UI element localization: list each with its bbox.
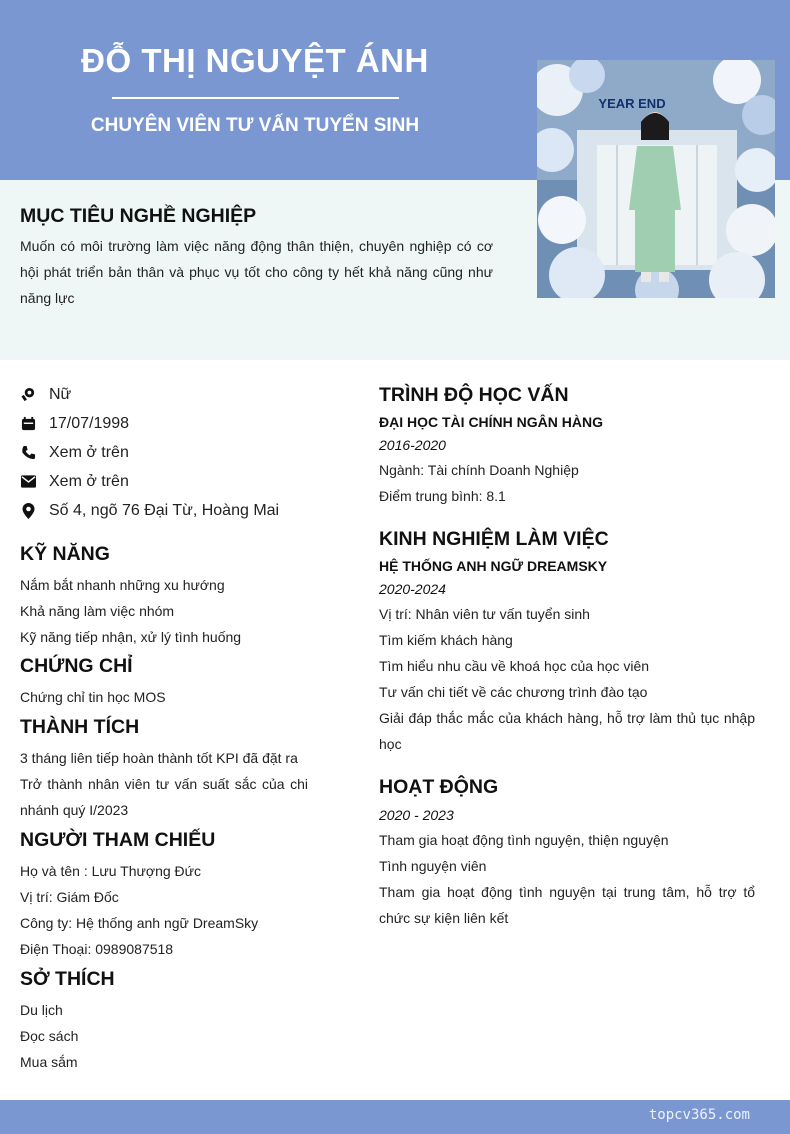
contact-birthday xyxy=(20,409,340,438)
contact-list xyxy=(20,380,340,525)
contact-email-value: Xem ở trên xyxy=(49,472,129,490)
reference-item: Họ và tên : Lưu Thượng Đức xyxy=(20,863,202,879)
experience-item: Vị trí: Nhân viên tư vấn tuyển sinh xyxy=(379,606,590,622)
phone-icon xyxy=(20,445,36,461)
activity-item: Tham gia hoạt động tình nguyện tại trung tâm, hỗ trợ tổ chức sự kiện liên kết xyxy=(379,884,755,926)
achievements-heading: THÀNH TÍCH xyxy=(20,716,140,738)
location-icon xyxy=(20,503,36,519)
activities-heading: HOẠT ĐỘNG xyxy=(379,776,499,798)
experience-item: Tìm kiếm khách hàng xyxy=(379,632,513,648)
achievement-item: 3 tháng liên tiếp hoàn thành tốt KPI đã đặt ra xyxy=(20,750,298,766)
experience-company: HỆ THỐNG ANH NGỮ DREAMSKY xyxy=(379,558,608,574)
contact-gender xyxy=(20,380,340,409)
activities-period: 2020 - 2023 xyxy=(379,807,454,823)
hobbies-section xyxy=(20,965,308,1075)
footer-bar xyxy=(0,1100,790,1134)
experience-period: 2020-2024 xyxy=(379,581,446,597)
achievements-section xyxy=(20,713,308,823)
skill-item: Nắm bắt nhanh những xu hướng xyxy=(20,577,225,593)
education-item: Điểm trung bình: 8.1 xyxy=(379,488,506,504)
hobby-item: Mua sắm xyxy=(20,1054,78,1070)
contact-gender-value: Nữ xyxy=(49,385,72,403)
references-section xyxy=(20,826,308,962)
profile-photo xyxy=(537,60,775,298)
skills-section xyxy=(20,540,308,650)
hobby-item: Đọc sách xyxy=(20,1028,79,1044)
education-school: ĐẠI HỌC TÀI CHÍNH NGÂN HÀNG xyxy=(379,414,603,430)
gender-icon xyxy=(20,387,36,403)
education-section xyxy=(379,381,755,509)
left-column xyxy=(20,540,308,1075)
experience-item: Tìm hiểu nhu cầu về khoá học của học viên xyxy=(379,658,650,674)
activities-section xyxy=(379,773,755,931)
skills-heading: KỸ NĂNG xyxy=(20,543,110,565)
hobby-item: Du lịch xyxy=(20,1002,63,1018)
contact-birthday-value: 17/07/1998 xyxy=(49,414,130,432)
certificates-section xyxy=(20,652,308,710)
references-heading: NGƯỜI THAM CHIẾU xyxy=(20,829,216,851)
education-period: 2016-2020 xyxy=(379,437,446,453)
footer-watermark: topcv365.com xyxy=(648,1107,750,1123)
contact-address xyxy=(20,496,340,525)
certificates-heading: CHỨNG CHỈ xyxy=(20,655,133,677)
skill-item: Kỹ năng tiếp nhận, xử lý tình huống xyxy=(20,629,242,645)
envelope-icon xyxy=(20,474,36,490)
contact-address-value: Số 4, ngõ 76 Đại Từ, Hoàng Mai xyxy=(49,501,280,519)
reference-item: Công ty: Hệ thống anh ngữ DreamSky xyxy=(20,915,259,931)
objective-heading: MỤC TIÊU NGHỀ NGHIỆP xyxy=(20,205,257,227)
activity-item: Tham gia hoạt động tình nguyện, thiện nguyện xyxy=(379,832,669,848)
contact-phone xyxy=(20,438,340,467)
hobbies-heading: SỞ THÍCH xyxy=(20,968,115,990)
education-heading: TRÌNH ĐỘ HỌC VẤN xyxy=(379,384,569,406)
candidate-name: ĐỖ THỊ NGUYỆT ÁNH xyxy=(81,42,429,79)
activity-item: Tình nguyện viên xyxy=(379,858,487,874)
objective-text: Muốn có môi trường làm việc năng động thân thiện, chuyên nghiệp có cơ hội phát triển bản thân và phục vụ tốt cho công ty hết khả năng cũng như năng lực xyxy=(20,238,493,306)
experience-heading: KINH NGHIỆM LÀM VIỆC xyxy=(379,528,609,550)
calendar-icon xyxy=(20,416,36,432)
skill-item: Khả năng làm việc nhóm xyxy=(20,603,175,619)
certificate-item: Chứng chỉ tin học MOS xyxy=(20,689,166,705)
reference-item: Điện Thoại: 0989087518 xyxy=(20,941,174,957)
contact-email xyxy=(20,467,340,496)
education-item: Ngành: Tài chính Doanh Nghiệp xyxy=(379,462,579,478)
right-column xyxy=(379,381,755,931)
experience-item: Giải đáp thắc mắc của khách hàng, hỗ trợ làm thủ tục nhập học xyxy=(379,710,755,752)
experience-section xyxy=(379,525,755,757)
photo-banner-text: YEAR END xyxy=(598,96,666,111)
experience-item: Tư vấn chi tiết về các chương trình đào tạo xyxy=(379,684,648,700)
achievement-item: Trở thành nhân viên tư vấn suất sắc của chi nhánh quý I/2023 xyxy=(20,776,308,818)
contact-phone-value: Xem ở trên xyxy=(49,443,129,461)
job-title: CHUYÊN VIÊN TƯ VẤN TUYỂN SINH xyxy=(90,115,420,136)
header-divider xyxy=(112,97,399,99)
reference-item: Vị trí: Giám Đốc xyxy=(20,889,119,905)
